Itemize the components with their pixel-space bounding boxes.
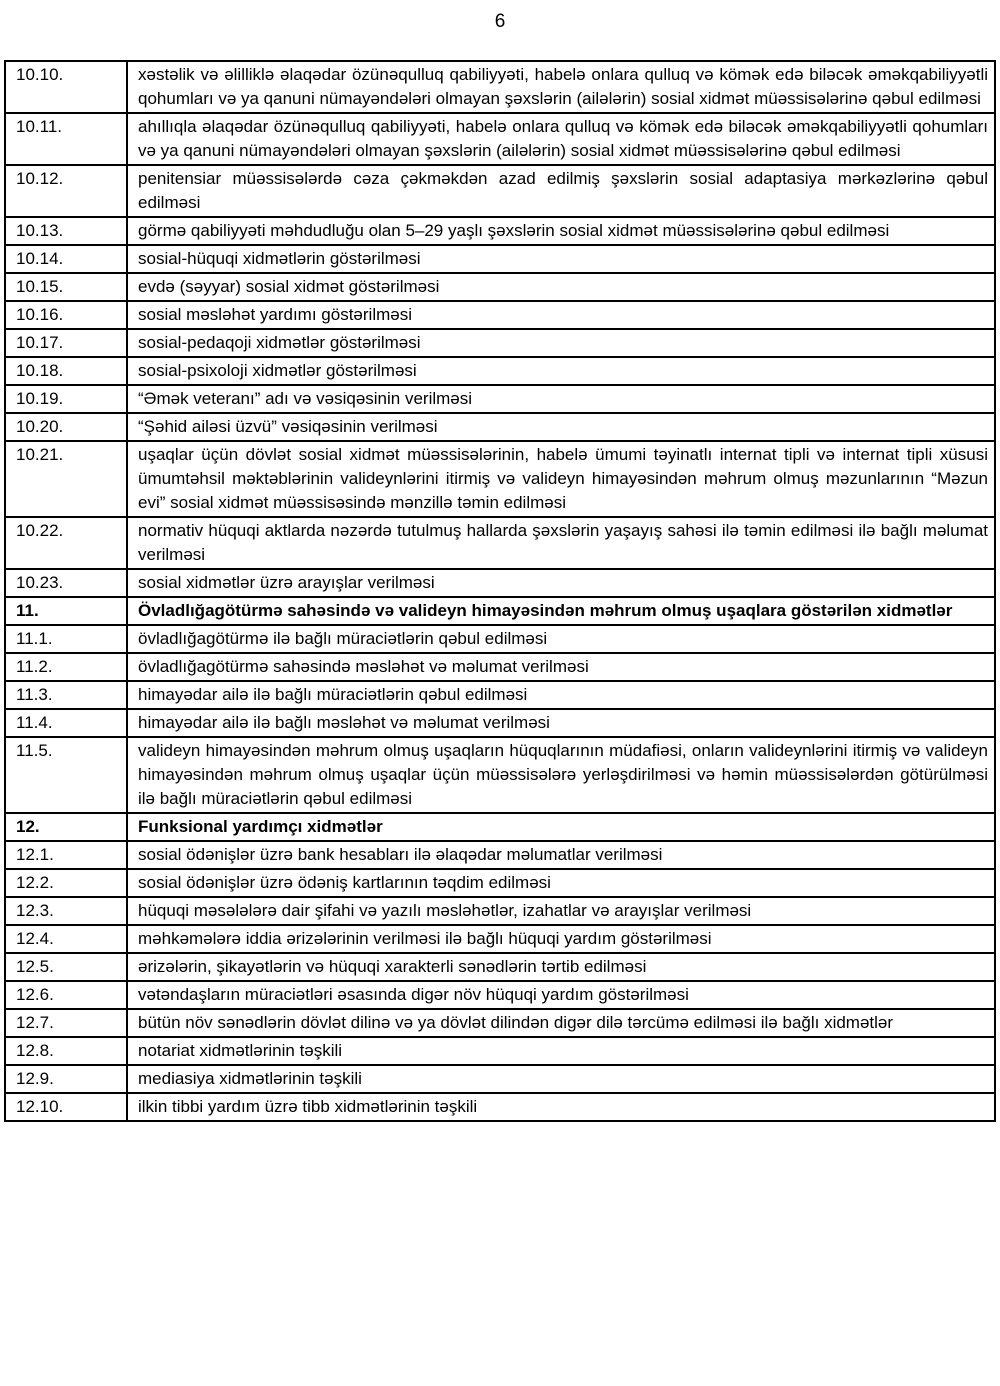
row-text: penitensiar müəssisələrdə cəza çəkməkdən azad edilmiş şəxslərin sosial adaptasiya mərkəzlərinə qəbul edilməsi	[127, 165, 995, 217]
row-number: 12.1.	[5, 841, 127, 869]
row-number: 12.10.	[5, 1093, 127, 1121]
row-text: “Şəhid ailəsi üzvü” vəsiqəsinin verilməsi	[127, 413, 995, 441]
row-number: 11.	[5, 597, 127, 625]
row-number: 12.	[5, 813, 127, 841]
table-row	[5, 1093, 995, 1121]
row-number: 11.3.	[5, 681, 127, 709]
row-text: ahıllıqla əlaqədar özünəqulluq qabiliyyəti, habelə onlara qulluq və kömək edə biləcək əməkqabiliyyətli qohumları və ya qanuni nümayəndələri olmayan şəxslərin (ailələrin) sosial xidmət müəssisələrinə qəbul edilməsi	[127, 113, 995, 165]
row-number: 10.12.	[5, 165, 127, 217]
row-number: 10.10.	[5, 61, 127, 113]
row-text: Funksional yardımçı xidmətlər	[127, 813, 995, 841]
row-text: evdə (səyyar) sosial xidmət göstərilməsi	[127, 273, 995, 301]
table-row	[5, 953, 995, 981]
row-number: 10.22.	[5, 517, 127, 569]
row-text: valideyn himayəsindən məhrum olmuş uşaqların hüquqlarının müdafiəsi, onların valideynlərini itirmiş və valideyn himayəsindən məhrum olmuş uşaqlar üçün müəssisələrə yerləşdirilməsi və həmin müəssisələrdən götürülməsi ilə bağlı müraciətlərin qəbul edilməsi	[127, 737, 995, 813]
row-text: uşaqlar üçün dövlət sosial xidmət müəssisələrinin, habelə ümumi təyinatlı internat tipli və internat tipli xüsusi ümumtəhsil məktəblərinin valideynlərini itirmiş və valideyn himayəsindən məhrum olmuş məzunlarının “Məzun evi” sosial xidmət müəssisəsində mənzillə təmin edilməsi	[127, 441, 995, 517]
row-text: sosial ödənişlər üzrə ödəniş kartlarının təqdim edilməsi	[127, 869, 995, 897]
row-text: himayədar ailə ilə bağlı məsləhət və məlumat verilməsi	[127, 709, 995, 737]
row-number: 10.21.	[5, 441, 127, 517]
row-number: 12.6.	[5, 981, 127, 1009]
table-row	[5, 413, 995, 441]
row-number: 12.7.	[5, 1009, 127, 1037]
table-row	[5, 709, 995, 737]
row-text: bütün növ sənədlərin dövlət dilinə və ya dövlət dilindən digər dilə tərcümə edilməsi ilə bağlı xidmətlər	[127, 1009, 995, 1037]
row-text: “Əmək veteranı” adı və vəsiqəsinin verilməsi	[127, 385, 995, 413]
table-row	[5, 981, 995, 1009]
row-text: sosial-psixoloji xidmətlər göstərilməsi	[127, 357, 995, 385]
table-row	[5, 329, 995, 357]
row-number: 11.5.	[5, 737, 127, 813]
row-text: xəstəlik və əlilliklə əlaqədar özünəqulluq qabiliyyəti, habelə onlara qulluq və kömək edə biləcək əməkqabiliyyətli qohumları və ya qanuni nümayəndələri olmayan şəxslərin (ailələrin) sosial xidmət müəssisələrinə qəbul edilməsi	[127, 61, 995, 113]
row-text: mediasiya xidmətlərinin təşkili	[127, 1065, 995, 1093]
table-row	[5, 113, 995, 165]
table-row	[5, 897, 995, 925]
row-text: himayədar ailə ilə bağlı müraciətlərin qəbul edilməsi	[127, 681, 995, 709]
row-number: 10.14.	[5, 245, 127, 273]
table-row	[5, 385, 995, 413]
row-number: 12.8.	[5, 1037, 127, 1065]
row-text: övladlığagötürmə sahəsində məsləhət və məlumat verilməsi	[127, 653, 995, 681]
row-number: 10.16.	[5, 301, 127, 329]
table-row	[5, 517, 995, 569]
row-text: ərizələrin, şikayətlərin və hüquqi xarakterli sənədlərin tərtib edilməsi	[127, 953, 995, 981]
row-number: 10.23.	[5, 569, 127, 597]
row-text: notariat xidmətlərinin təşkili	[127, 1037, 995, 1065]
section-header-row	[5, 813, 995, 841]
row-text: görmə qabiliyyəti məhdudluğu olan 5–29 yaşlı şəxslərin sosial xidmət müəssisələrinə qəbul edilməsi	[127, 217, 995, 245]
row-text: normativ hüquqi aktlarda nəzərdə tutulmuş hallarda şəxslərin yaşayış sahəsi ilə təmin edilməsi ilə bağlı məlumat verilməsi	[127, 517, 995, 569]
row-text: sosial-pedaqoji xidmətlər göstərilməsi	[127, 329, 995, 357]
table-row	[5, 1065, 995, 1093]
row-number: 10.20.	[5, 413, 127, 441]
table-row	[5, 681, 995, 709]
table-row	[5, 869, 995, 897]
table-row	[5, 653, 995, 681]
table-row	[5, 245, 995, 273]
table-row	[5, 625, 995, 653]
section-header-row	[5, 597, 995, 625]
row-text: sosial məsləhət yardımı göstərilməsi	[127, 301, 995, 329]
row-number: 10.13.	[5, 217, 127, 245]
table-row	[5, 301, 995, 329]
row-number: 10.19.	[5, 385, 127, 413]
row-text: övladlığagötürmə ilə bağlı müraciətlərin qəbul edilməsi	[127, 625, 995, 653]
row-number: 12.4.	[5, 925, 127, 953]
table-row	[5, 1037, 995, 1065]
row-number: 11.1.	[5, 625, 127, 653]
row-text: sosial ödənişlər üzrə bank hesabları ilə əlaqədar məlumatlar verilməsi	[127, 841, 995, 869]
table-row	[5, 441, 995, 517]
table-row	[5, 165, 995, 217]
row-number: 12.3.	[5, 897, 127, 925]
table-row	[5, 841, 995, 869]
row-number: 10.11.	[5, 113, 127, 165]
row-text: hüquqi məsələlərə dair şifahi və yazılı məsləhətlər, izahatlar və arayışlar verilməsi	[127, 897, 995, 925]
row-number: 11.2.	[5, 653, 127, 681]
row-number: 10.17.	[5, 329, 127, 357]
row-number: 12.9.	[5, 1065, 127, 1093]
table-row	[5, 217, 995, 245]
row-number: 10.15.	[5, 273, 127, 301]
row-text: ilkin tibbi yardım üzrə tibb xidmətlərinin təşkili	[127, 1093, 995, 1121]
row-text: vətəndaşların müraciətləri əsasında digər növ hüquqi yardım göstərilməsi	[127, 981, 995, 1009]
table-row	[5, 569, 995, 597]
row-text: məhkəmələrə iddia ərizələrinin verilməsi ilə bağlı hüquqi yardım göstərilməsi	[127, 925, 995, 953]
table-row	[5, 737, 995, 813]
row-text: sosial xidmətlər üzrə arayışlar verilməsi	[127, 569, 995, 597]
row-number: 11.4.	[5, 709, 127, 737]
table-row	[5, 273, 995, 301]
page-number: 6	[494, 11, 506, 32]
table-row	[5, 925, 995, 953]
row-text: sosial-hüquqi xidmətlərin göstərilməsi	[127, 245, 995, 273]
row-number: 10.18.	[5, 357, 127, 385]
row-number: 12.5.	[5, 953, 127, 981]
services-table-body	[5, 61, 995, 1121]
table-row	[5, 61, 995, 113]
table-row	[5, 357, 995, 385]
table-row	[5, 1009, 995, 1037]
services-table	[4, 60, 996, 1122]
row-number: 12.2.	[5, 869, 127, 897]
row-text: Övladlığagötürmə sahəsində və valideyn himayəsindən məhrum olmuş uşaqlara göstərilən xidmətlər	[127, 597, 995, 625]
